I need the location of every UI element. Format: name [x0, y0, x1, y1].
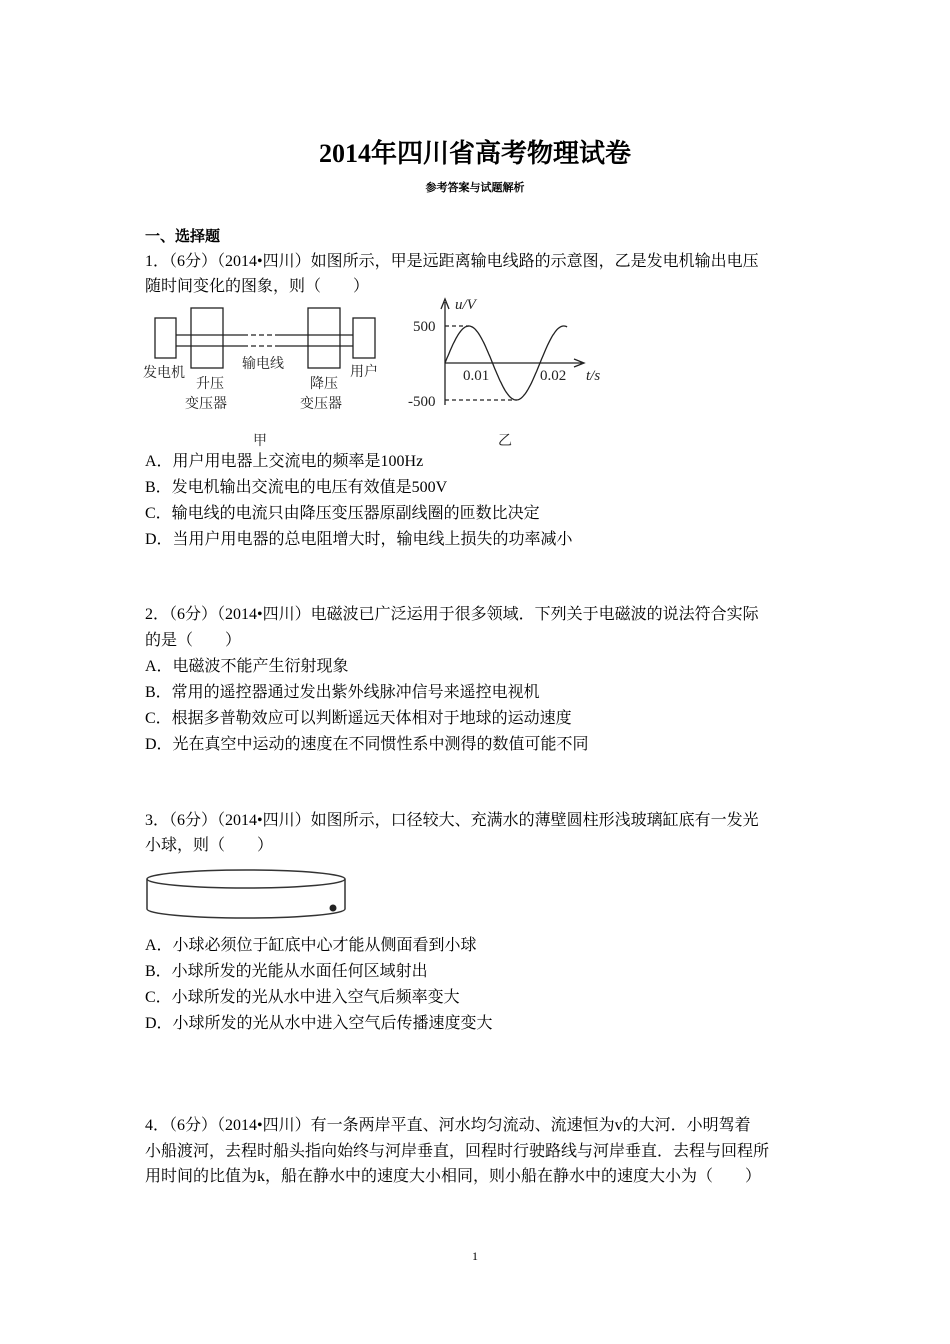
glass-tank-figure: [140, 862, 355, 927]
x-tick-001: 0.01: [463, 368, 490, 384]
q3-option-b: B．小球所发的光能从水面任何区域射出: [145, 963, 428, 980]
q4-stem-line: 用时间的比值为k，船在静水中的速度大小相同，则小船在静水中的速度大小为（ ）: [145, 1168, 762, 1185]
q2-option-d: D．光在真空中运动的速度在不同惯性系中测得的数值可能不同: [145, 736, 589, 753]
label-user: 用户: [350, 364, 378, 380]
page-number: 1: [472, 1249, 478, 1263]
q1-option-c: C．输电线的电流只由降压变压器原副线圈的匝数比决定: [145, 505, 540, 522]
q1-option-b: B．发电机输出交流电的电压有效值是500V: [145, 479, 448, 496]
page-subtitle: 参考答案与试题解析: [425, 182, 525, 194]
q3-option-c: C．小球所发的光从水中进入空气后频率变大: [145, 989, 460, 1006]
q2-option-a: A．电磁波不能产生衍射现象: [145, 658, 349, 675]
label-generator: 发电机: [143, 365, 185, 381]
y-axis: [441, 299, 449, 405]
x-axis: [445, 359, 584, 367]
q3-stem-line: 3．（6分）（2014•四川）如图所示，口径较大、充满水的薄壁圆柱形浅玻璃缸底有一发光: [145, 812, 759, 829]
x-tick-002: 0.02: [540, 368, 567, 384]
label-stepup: 升压: [196, 376, 224, 392]
q3-stem-line: 小球，则（ ）: [145, 837, 274, 854]
q2-stem-line: 的是（ ）: [145, 632, 242, 649]
section-heading: 一、选择题: [145, 229, 221, 245]
label-stepdown: 降压: [310, 376, 338, 392]
light-ball: [330, 905, 337, 912]
q1-stem-line: 1．（6分）（2014•四川）如图所示，甲是远距离输电线路的示意图，乙是发电机输出电压: [145, 253, 759, 270]
q1-stem-line: 随时间变化的图象，则（ ）: [145, 278, 370, 295]
q2-stem-line: 2．（6分）（2014•四川）电磁波已广泛运用于很多领域．下列关于电磁波的说法符合实际: [145, 606, 759, 623]
q2-option-c: C．根据多普勒效应可以判断遥远天体相对于地球的运动速度: [145, 710, 572, 727]
caption-yi: 乙: [498, 433, 512, 449]
q4-stem-line: 4．（6分）（2014•四川）有一条两岸平直、河水均匀流动、流速恒为v的大河．小明驾着: [145, 1117, 751, 1134]
q4-stem-line: 小船渡河，去程时船头指向始终与河岸垂直，回程时行驶路线与河岸垂直．去程与回程所: [145, 1143, 770, 1160]
q2-option-b: B．常用的遥控器通过发出紫外线脉冲信号来遥控电视机: [145, 684, 540, 701]
y-tick-500: 500: [413, 319, 436, 335]
q3-option-a: A．小球必须位于缸底中心才能从侧面看到小球: [145, 937, 477, 954]
y-axis-label: u/V: [455, 297, 476, 313]
q3-option-d: D．小球所发的光从水中进入空气后传播速度变大: [145, 1015, 493, 1032]
y-tick-neg500: -500: [408, 394, 436, 410]
x-axis-label: t/s: [586, 368, 601, 384]
q1-figure: [0, 0, 950, 460]
caption-jia: 甲: [253, 433, 267, 449]
label-line: 输电线: [242, 356, 284, 372]
page-title: 2014年四川省高考物理试卷: [318, 139, 631, 168]
label-stepup-transformer: 变压器: [185, 396, 227, 412]
voltage-graph: [441, 299, 584, 405]
q1-option-d: D．当用户用电器的总电阻增大时，输电线上损失的功率减小: [145, 531, 573, 548]
q1-option-a: A．用户用电器上交流电的频率是100Hz: [145, 453, 424, 470]
label-stepdown-transformer: 变压器: [300, 396, 342, 412]
